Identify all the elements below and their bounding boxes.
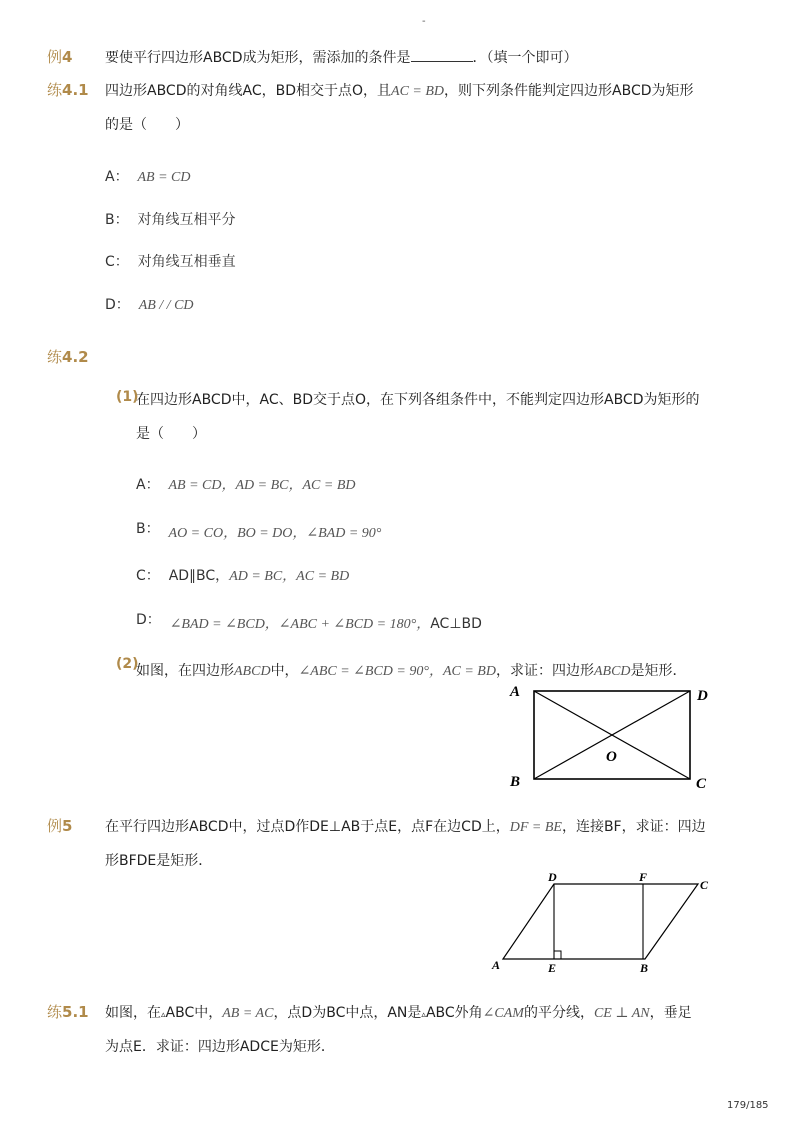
- sub-question-2-text: 如图，在四边形ABCD中，∠ABC = ∠BCD = 90°，AC = BD，求证：四边形ABCD是矩形．: [136, 663, 687, 679]
- practice-4-1-line1: 四边形ABCD的对角线AC，BD相交于点O，且AC = BD，则下列条件能判定四边形ABCD为矩形: [105, 83, 694, 99]
- figure2-label-e: E: [548, 961, 557, 975]
- header-mark: -: [422, 16, 426, 27]
- figure2-label-b: B: [640, 961, 649, 975]
- example-4-question: 要使平行四边形ABCD成为矩形，需添加的条件是 ．（填一个即可）: [105, 50, 578, 66]
- practice-5-1-tag: 练5.1: [47, 1003, 89, 1021]
- example-5-tag: 例5: [47, 817, 73, 835]
- figure2-label-c: C: [700, 878, 709, 892]
- option-a: A： AB = CD: [105, 169, 191, 185]
- sub-question-1-line1: 在四边形ABCD中，AC、BD交于点O，在下列各组条件中，不能判定四边形ABCD为矩形的: [136, 392, 700, 408]
- option-b: B： 对角线互相平分: [105, 212, 236, 228]
- figure1-label-b: B: [510, 774, 521, 790]
- practice-4-1-tag: 练4.1: [47, 81, 89, 99]
- example-4-tag: 例4: [47, 48, 73, 66]
- parallelogram-figure: [488, 868, 720, 978]
- q1-option-a: A： AB = CD，AD = BC，AC = BD: [136, 477, 356, 493]
- figure1-label-d: D: [697, 688, 708, 704]
- q1-option-b: B： AO = CO，BO = DO，∠BAD = 90°: [136, 521, 382, 541]
- figure1-label-c: C: [696, 776, 707, 792]
- practice-5-1-line1: 如图，在▵ABC中，AB = AC，点D为BC中点，AN是▵ABC外角∠CAM的平分线，CE ⊥ AN，垂足: [105, 1005, 692, 1021]
- sub-question-2-number: (2): [116, 656, 139, 672]
- q1-option-d: D： ∠BAD = ∠BCD，∠ABC + ∠BCD = 180°，AC⊥BD: [136, 612, 482, 632]
- practice-4-1-line2: 的是（ ）: [105, 117, 189, 133]
- option-c: C： 对角线互相垂直: [105, 254, 236, 270]
- answer-blank: [411, 49, 473, 62]
- option-d: D： AB / / CD: [105, 297, 194, 313]
- practice-4-2-tag: 练4.2: [47, 348, 89, 366]
- figure1-label-o: O: [606, 749, 617, 765]
- rectangle-figure: [500, 680, 730, 795]
- q1-option-c: C： AD∥BC，AD = BC，AC = BD: [136, 568, 350, 584]
- sub-question-1-line2: 是（ ）: [136, 426, 206, 442]
- example-5-line1: 在平行四边形ABCD中，过点D作DE⊥AB于点E，点F在边CD上，DF = BE，连接BF，求证：四边: [105, 819, 706, 835]
- figure2-label-d: D: [548, 870, 557, 884]
- example-5-line2: 形BFDE是矩形．: [105, 853, 213, 869]
- sub-question-1-number: (1): [116, 389, 139, 405]
- figure2-label-f: F: [639, 870, 648, 884]
- figure1-label-a: A: [510, 684, 521, 700]
- practice-5-1-line2: 为点E．求证：四边形ADCE为矩形．: [105, 1039, 335, 1055]
- page-number: 179/185: [727, 1100, 769, 1111]
- figure2-label-a: A: [492, 958, 501, 972]
